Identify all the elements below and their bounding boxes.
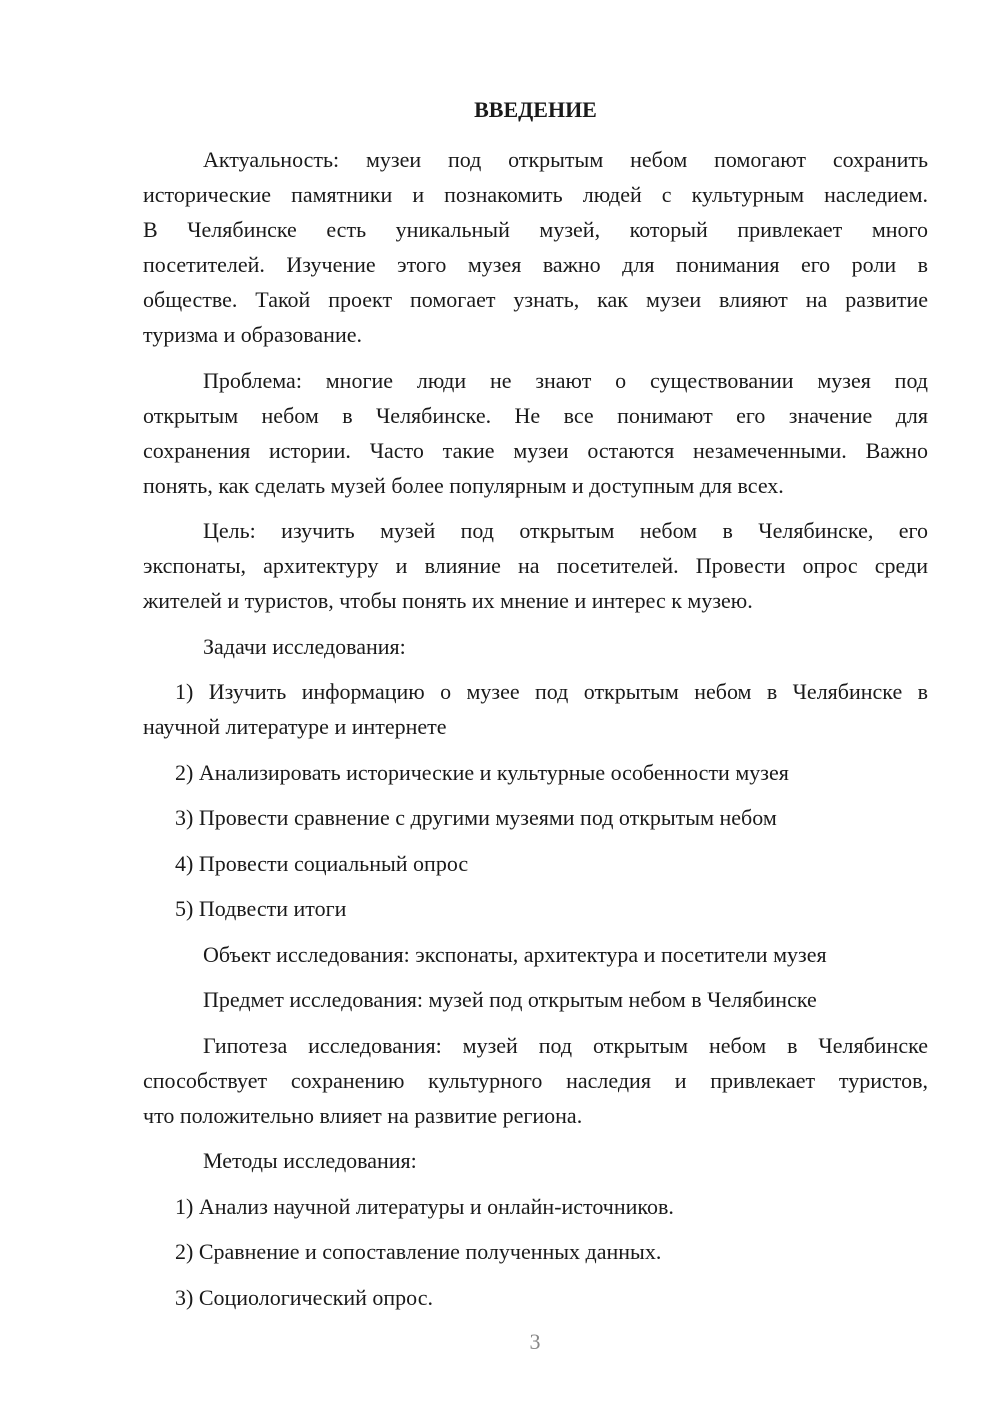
text-line: Цель: изучить музей под открытым небом в Челябинске, его	[203, 518, 928, 543]
text-line: посетителей. Изучение этого музея важно для понимания его роли в	[143, 252, 928, 277]
text-line: Гипотеза исследования: музей под открытым небом в Челябинске	[203, 1032, 928, 1058]
text-line: научной литературе и интернете	[143, 714, 447, 739]
paragraph	[143, 1028, 928, 1133]
list-item	[143, 1189, 928, 1224]
list-item	[143, 674, 928, 744]
text-line: сохранения истории. Часто такие музеи остаются незамеченными. Важно	[143, 437, 928, 463]
document-body	[143, 142, 928, 1315]
text-line: 3) Провести сравнение с другими музеями под открытым небом	[175, 805, 777, 830]
paragraph	[143, 1143, 928, 1178]
text-line: Предмет исследования: музей под открытым небом в Челябинске	[203, 987, 817, 1012]
text-line: понять, как сделать музей более популярным и доступным для всех.	[143, 472, 784, 498]
paragraph	[143, 363, 928, 503]
list-item	[143, 891, 928, 926]
text-line: 1) Анализ научной литературы и онлайн-источников.	[175, 1193, 674, 1219]
paragraph	[143, 937, 928, 972]
paragraph	[143, 982, 928, 1017]
text-line: 1) Изучить информацию о музее под открытым небом в Челябинске в	[175, 679, 928, 704]
list-item	[143, 1280, 928, 1315]
list-item	[143, 755, 928, 790]
page-title: ВВЕДЕНИЕ	[474, 97, 597, 122]
paragraph	[143, 513, 928, 618]
text-line: способствует сохранению культурного наследия и привлекает туристов,	[143, 1067, 928, 1093]
text-line: 4) Провести социальный опрос	[175, 850, 469, 876]
list-item	[143, 846, 928, 881]
text-line: открытым небом в Челябинске. Не все понимают его значение для	[143, 402, 928, 428]
text-line: жителей и туристов, чтобы понять их мнение и интерес к музею.	[143, 588, 753, 613]
text-line: 5) Подвести итоги	[175, 896, 347, 921]
text-line: Методы исследования:	[203, 1148, 417, 1173]
text-line: Актуальность: музеи под открытым небом помогают сохранить	[203, 147, 928, 172]
list-item	[143, 800, 928, 835]
paragraph	[143, 629, 928, 664]
page-number: 3	[529, 1329, 541, 1354]
text-line: 2) Сравнение и сопоставление полученных данных.	[175, 1239, 662, 1264]
text-line: туризма и образование.	[143, 322, 362, 347]
text-line: 3) Социологический опрос.	[175, 1284, 433, 1310]
text-line: 2) Анализировать исторические и культурные особенности музея	[175, 759, 789, 785]
paragraph	[143, 142, 928, 352]
text-line: Задачи исследования:	[203, 633, 406, 659]
text-line: Объект исследования: экспонаты, архитектура и посетители музея	[203, 941, 827, 967]
text-line: исторические памятники и познакомить людей с культурным наследием.	[143, 182, 928, 207]
text-line: Проблема: многие люди не знают о существовании музея под	[203, 367, 928, 393]
text-line: В Челябинске есть уникальный музей, который привлекает много	[143, 217, 928, 242]
text-line: экспонаты, архитектуру и влияние на посетителей. Провести опрос среди	[143, 553, 928, 578]
text-line: что положительно влияет на развитие региона.	[143, 1102, 583, 1128]
text-line: обществе. Такой проект помогает узнать, как музеи влияют на развитие	[143, 287, 928, 312]
list-item	[143, 1234, 928, 1269]
document-page	[143, 92, 928, 1325]
